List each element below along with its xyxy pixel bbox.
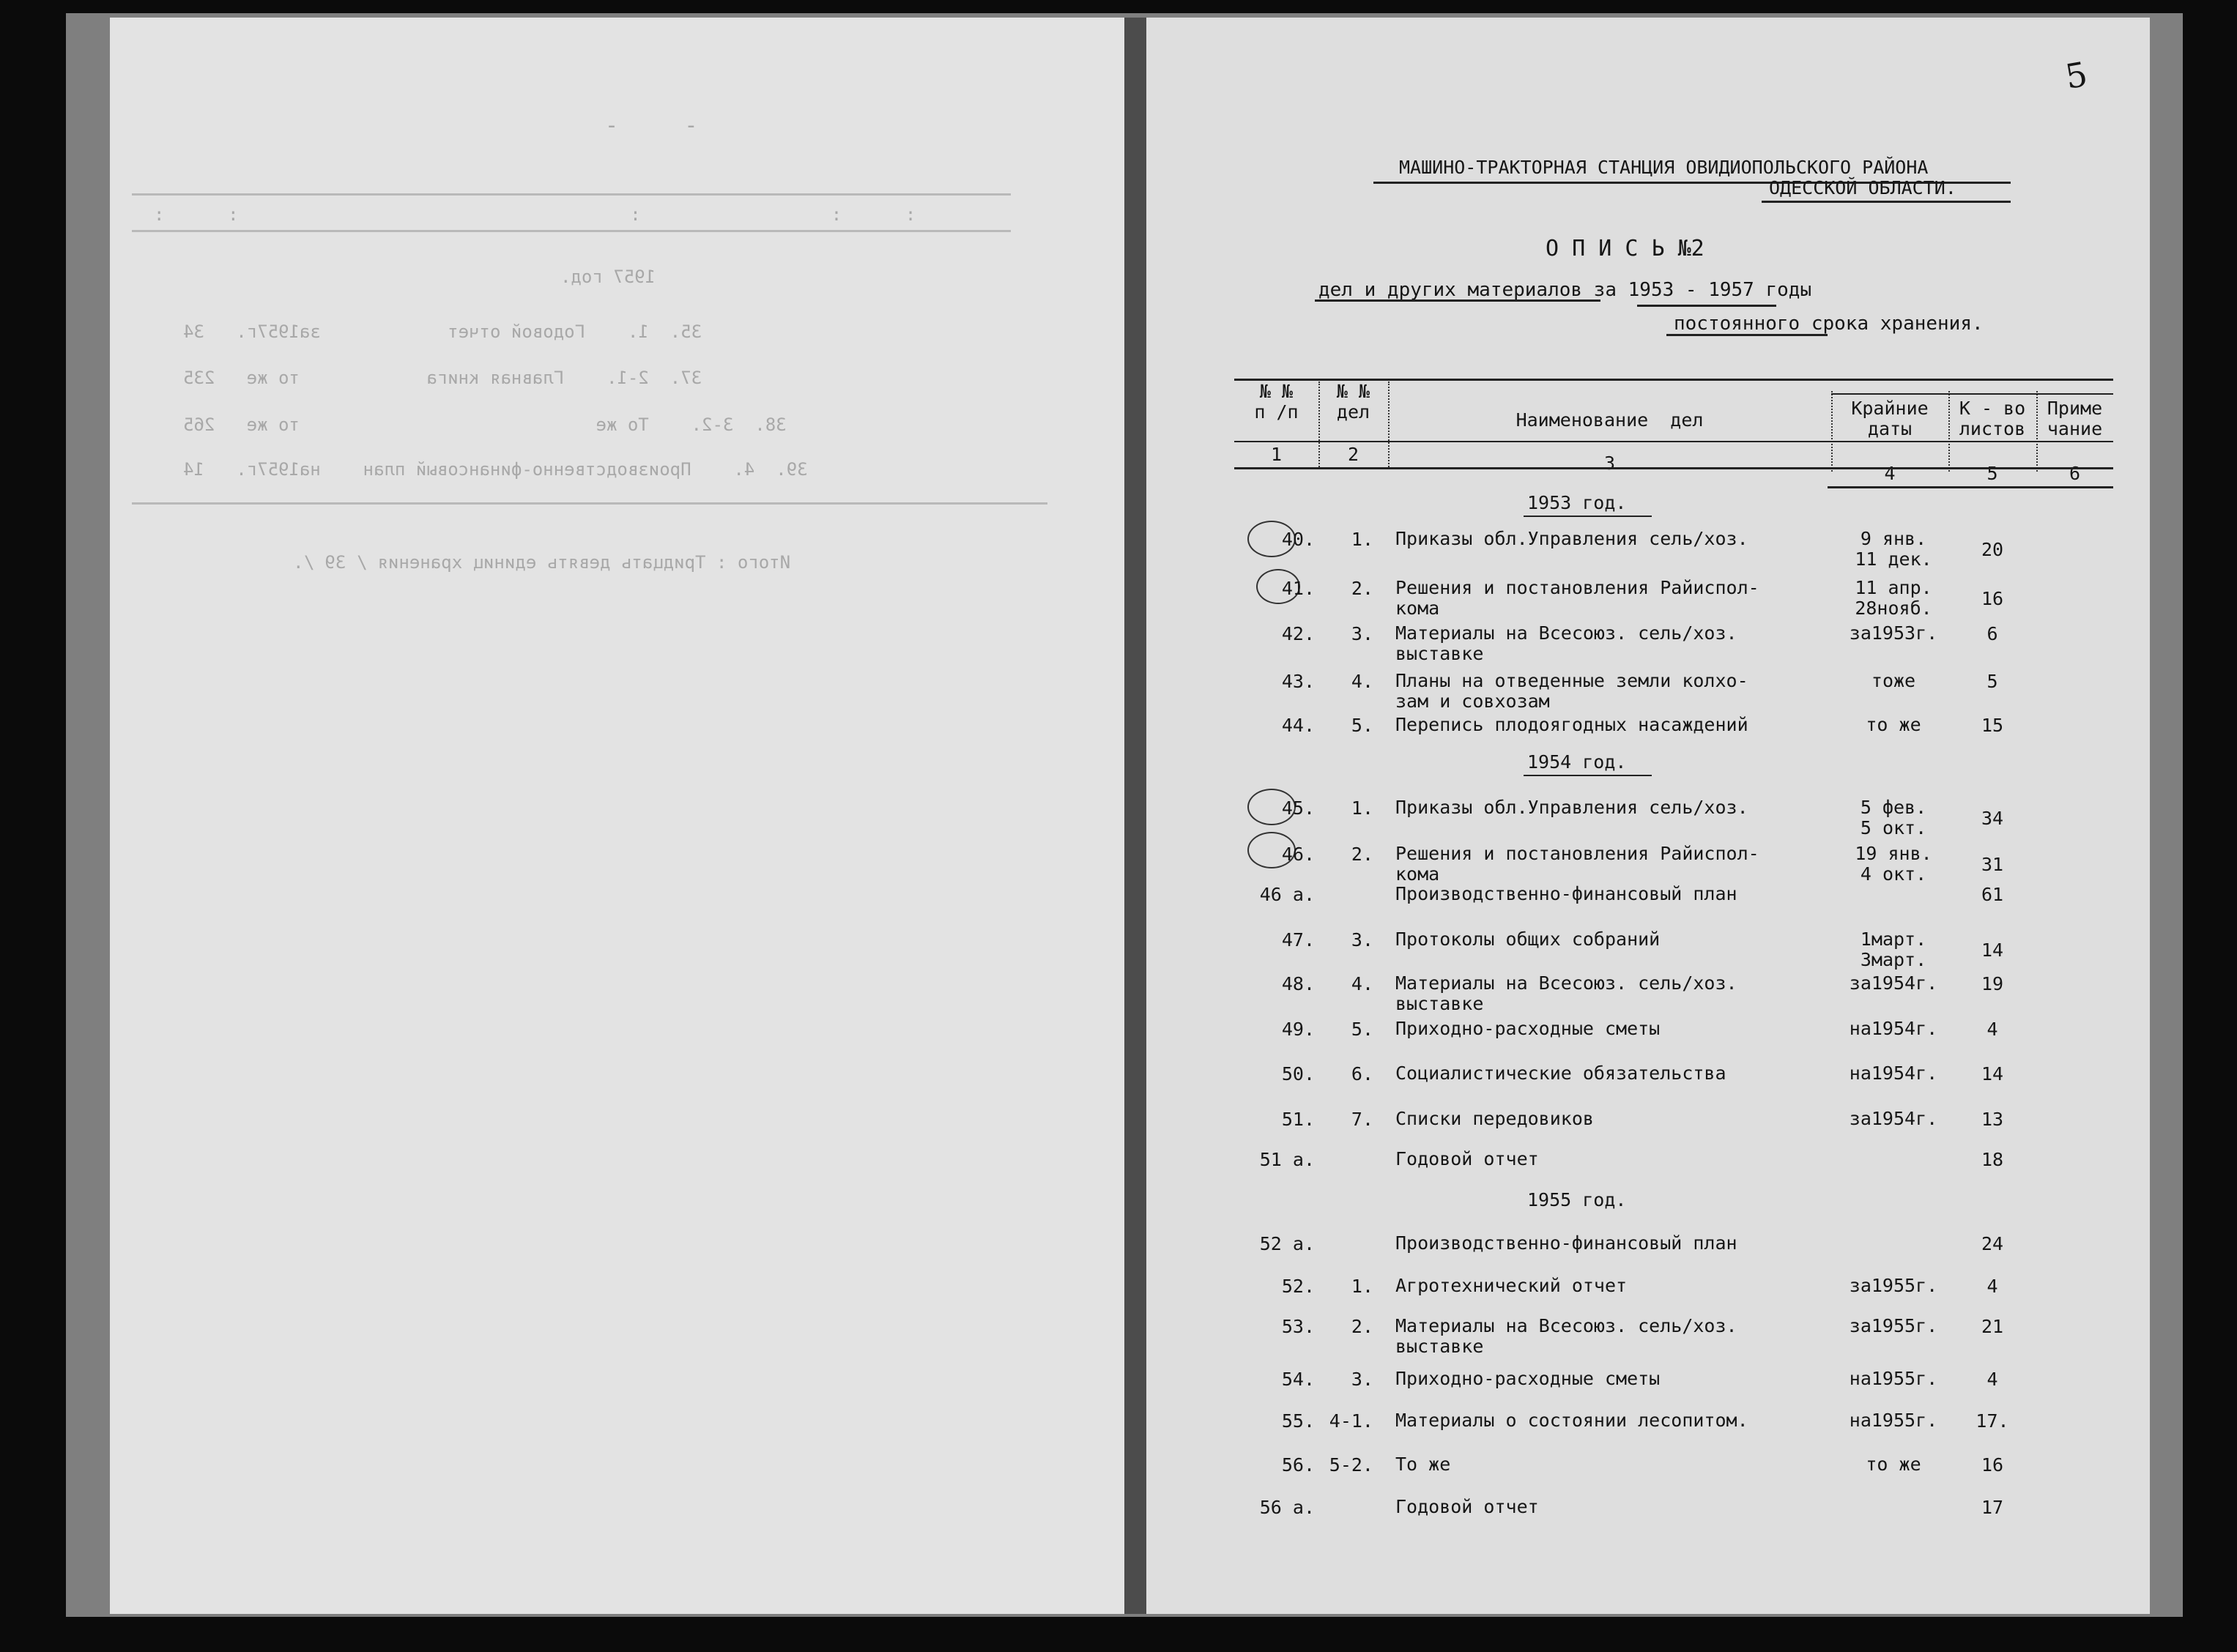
row-name: Материалы на Всесоюз. сель/хоз. выставке [1395,622,1737,664]
row-sheets: 13 [1981,1109,2004,1130]
col-number: 3 [1603,453,1616,474]
left-rule [132,193,1011,196]
row-delo: 4. [1351,973,1373,994]
row-name: Приказы обл.Управления сель/хоз. [1395,528,1748,549]
row-num: 55. [1281,1410,1315,1432]
row-sheets: 5 [1986,671,1998,692]
section-year: 1954 год. [1527,751,1627,773]
left-bleed-total: Итого : Тридцать девять единиц хранения / 39 /. [293,552,791,573]
row-dates: 19 янв. 4 окт. [1855,843,1932,885]
row-delo: 3. [1351,1369,1373,1390]
row-dates: то же [1866,1454,1921,1475]
subtitle2-underline [1666,334,1828,336]
col-number: 2 [1347,444,1359,465]
left-column-marks: : : : : : [154,204,916,225]
subtitle-underline-2 [1637,305,1776,307]
organization-line-1: МАШИНО-ТРАКТОРНАЯ СТАНЦИЯ ОВИДИОПОЛЬСКОГО РАЙОНА [1399,157,1929,178]
col-header-note: Приме чание [2047,398,2103,439]
left-bleed-row: 39. 4. Производственно-финансовый план на1957г. 14 [183,459,808,480]
spine-gutter [1124,18,1146,1614]
row-num: 56 а. [1259,1497,1315,1518]
row-sheets: 17 [1981,1497,2004,1518]
year-underline [1524,516,1652,517]
col-number: 5 [1986,463,1998,484]
row-num: 46. [1281,844,1315,865]
col-header-dates: Крайние даты [1851,398,1929,439]
row-dates: за1955г. [1849,1315,1938,1336]
left-bleed-row: 37. 2-1. Главная книга то же 235 [183,368,702,388]
row-delo: 5-2. [1329,1454,1373,1476]
left-page [110,18,1124,1614]
row-num: 47. [1281,929,1315,950]
row-dates: на1954г. [1849,1018,1938,1039]
row-name: Годовой отчет [1395,1496,1539,1517]
row-dates: 11 апр. 28нояб. [1855,577,1932,619]
row-num: 46 а. [1259,884,1315,905]
row-dates: на1955г. [1849,1368,1938,1389]
row-dates: 5 фев. 5 окт. [1860,797,1927,838]
row-sheets: 16 [1981,1454,2004,1476]
row-num: 52. [1281,1276,1315,1297]
row-name: Производственно-финансовый план [1395,1232,1737,1254]
row-sheets: 19 [1981,973,2004,994]
row-delo: 2. [1351,578,1373,599]
row-name: Производственно-финансовый план [1395,883,1737,904]
col-number: 1 [1270,444,1283,465]
page-number: 5 [2062,53,2091,97]
row-delo: 5. [1351,715,1373,736]
row-sheets: 6 [1986,623,1998,644]
row-dates: тоже [1871,670,1916,691]
row-name: Планы на отведенные земли колхо- зам и совхозам [1395,670,1748,712]
left-rule-2 [132,230,1011,232]
row-name: Материалы на Всесоюз. сель/хоз. выставке [1395,1315,1737,1357]
row-sheets: 24 [1981,1233,2004,1254]
col-header-sheets: К - во листов [1959,398,2026,439]
row-sheets: 61 [1981,884,2004,905]
row-sheets: 21 [1981,1316,2004,1337]
row-delo: 2. [1351,844,1373,865]
row-delo: 1. [1351,797,1373,819]
row-name: Решения и постановления Райиспол- кома [1395,843,1759,885]
row-name: Приказы обл.Управления сель/хоз. [1395,797,1748,818]
row-delo: 5. [1351,1019,1373,1040]
document-subtitle-2: постоянного срока хранения. [1674,313,1984,335]
row-dates: за1955г. [1849,1275,1938,1296]
row-delo: 1. [1351,1276,1373,1297]
row-num: 43. [1281,671,1315,692]
row-delo: 3. [1351,929,1373,950]
col-header-num: № № п /п [1254,381,1299,423]
row-name: Годовой отчет [1395,1148,1539,1169]
row-delo: 4-1. [1329,1410,1373,1432]
section-year: 1953 год. [1527,492,1627,513]
row-dates: 9 янв. 11 дек. [1855,528,1932,570]
row-dates: на1955г. [1849,1410,1938,1431]
left-bleed-year: 1957 год. [560,267,656,287]
left-bleed-row: 38. 3-2. То же то же 265 [183,414,787,435]
row-sheets: 16 [1981,588,2004,609]
row-sheets: 17. [1976,1410,2009,1432]
right-page [1146,18,2150,1614]
row-delo: 4. [1351,671,1373,692]
row-sheets: 31 [1981,854,2004,875]
row-dates: 1март. 3март. [1860,929,1927,970]
left-dash-marks: - - [605,113,698,138]
row-name: Перепись плодоягодных насаждений [1395,714,1748,735]
col-header-name: Наименование дел [1516,409,1704,431]
row-sheets: 4 [1986,1276,1998,1297]
row-num: 45. [1281,797,1315,819]
row-name: Списки передовиков [1395,1108,1594,1129]
header-bottom-rule-2 [1828,486,2113,488]
col-header-delo: № № дел [1336,381,1370,423]
row-num: 51 а. [1259,1149,1315,1170]
row-delo: 2. [1351,1316,1373,1337]
row-name: То же [1395,1454,1451,1475]
row-num: 50. [1281,1063,1315,1084]
row-name: Материалы о состоянии лесопитом. [1395,1410,1748,1431]
row-sheets: 15 [1981,715,2004,736]
row-delo: 3. [1351,623,1373,644]
row-num: 53. [1281,1316,1315,1337]
left-bleed-row: 35. 1. Годовой отчет за1957г. 34 [183,321,702,342]
row-num: 40. [1281,529,1315,550]
row-name: Решения и постановления Райиспол- кома [1395,577,1759,619]
col-number: 4 [1884,463,1896,484]
row-name: Приходно-расходные сметы [1395,1018,1661,1039]
row-num: 52 а. [1259,1233,1315,1254]
row-delo: 1. [1351,529,1373,550]
col-number: 6 [2069,463,2081,484]
row-sheets: 20 [1981,539,2004,560]
row-num: 44. [1281,715,1315,736]
header-bottom-rule [1234,467,2113,469]
header-mid-rule [1831,393,2113,395]
section-year: 1955 год. [1527,1189,1627,1210]
row-name: Приходно-расходные сметы [1395,1368,1661,1389]
row-num: 42. [1281,623,1315,644]
row-sheets: 34 [1981,808,2004,829]
row-num: 49. [1281,1019,1315,1040]
row-delo: 7. [1351,1109,1373,1130]
row-name: Протоколы общих собраний [1395,929,1661,950]
row-sheets: 14 [1981,1063,2004,1084]
row-dates: за1953г. [1849,622,1938,644]
row-dates: за1954г. [1849,972,1938,994]
year-underline [1524,775,1652,776]
row-dates: на1954г. [1849,1063,1938,1084]
row-sheets: 4 [1986,1019,1998,1040]
row-name: Социалистические обязательства [1395,1063,1726,1084]
document-subtitle: дел и других материалов за 1953 - 1957 годы [1318,279,1812,301]
row-num: 54. [1281,1369,1315,1390]
organization-line-2: ОДЕССКОЙ ОБЛАСТИ. [1769,177,1956,198]
row-name: Материалы на Всесоюз. сель/хоз. выставке [1395,972,1737,1014]
row-dates: за1954г. [1849,1108,1938,1129]
row-name: Агротехнический отчет [1395,1275,1628,1296]
row-delo: 6. [1351,1063,1373,1084]
left-bleed-rule [132,502,1047,505]
row-sheets: 4 [1986,1369,1998,1390]
row-sheets: 14 [1981,940,2004,961]
document-title: О П И С Ь №2 [1546,236,1704,261]
header-numbers-rule [1234,441,2113,442]
row-num: 56. [1281,1454,1315,1476]
row-dates: то же [1866,714,1921,735]
row-num: 51. [1281,1109,1315,1130]
org-underline-2 [1762,201,2011,203]
subtitle-underline [1315,299,1600,302]
row-num: 41. [1281,578,1315,599]
row-sheets: 18 [1981,1149,2004,1170]
row-num: 48. [1281,973,1315,994]
